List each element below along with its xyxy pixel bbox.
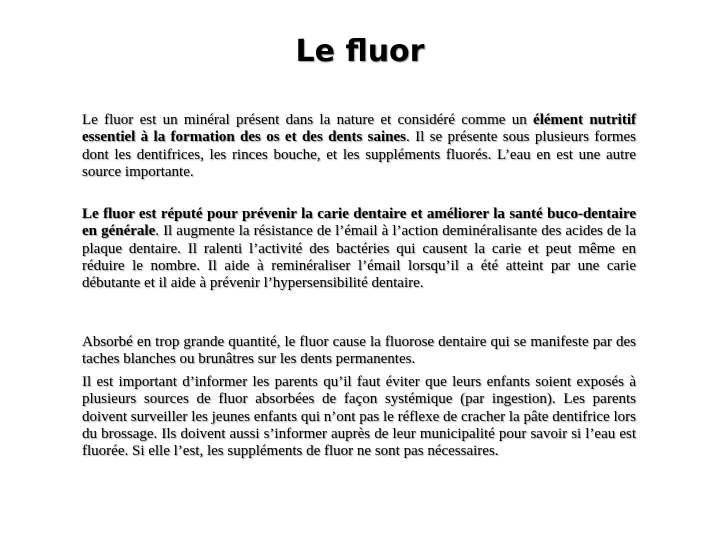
paragraph-prevention-bold: Le fluor est réputé pour prévenir la carie dentaire et améliorer la santé buco-dentaire en générale	[82, 206, 636, 240]
slide-title: Le fluor	[295, 34, 425, 69]
paragraph-intro	[82, 112, 636, 181]
paragraph-fluorosis-text: Absorbé en trop grande quantité, le fluor cause la fluorose dentaire qui se manifeste par des taches blanches ou brunâtres sur les dents permanentes.	[82, 334, 636, 368]
paragraph-prevention-text: . Il augmente la résistance de l’émail à l’action deminéralisante des acides de la plaque dentaire. Il ralenti l’activité des bactéries qui causent la carie et peut même en réduire le nombre. Il aide à reminéraliser l’émail lorsqu’il a été atteint par une carie débutante et il aide à prévenir l’hypersensibilité dentaire.	[82, 223, 636, 292]
paragraph-intro-text-2: . Il se présente sous plusieurs formes dont les dentifrices, les rinces bouche, et les suppléments fluorés. L’eau en est une autre source importante.	[82, 129, 637, 180]
paragraph-parents	[82, 374, 636, 460]
paragraph-parents-text: Il est important d’informer les parents qu’il faut éviter que leurs enfants soient exposés à plusieurs sources de fluor absorbées de façon systémique (par ingestion). Les parents doivent surveiller les jeunes enfants qui n’ont pas le réflexe de cracher la pâte dentifrice lors du brossage. Ils doivent aussi s’informer auprès de leur municipalité pour savoir si l’eau est fluorée. Si elle l’est, les suppléments de fluor ne sont pas nécessaires.	[82, 374, 636, 460]
paragraph-intro-bold: élément nutritif essentiel à la formation des os et des dents saines	[82, 112, 636, 146]
paragraph-fluorosis	[82, 334, 636, 369]
paragraph-intro-text-1: Le fluor est un minéral présent dans la nature et considéré comme un	[82, 112, 534, 128]
paragraph-prevention	[82, 206, 636, 292]
